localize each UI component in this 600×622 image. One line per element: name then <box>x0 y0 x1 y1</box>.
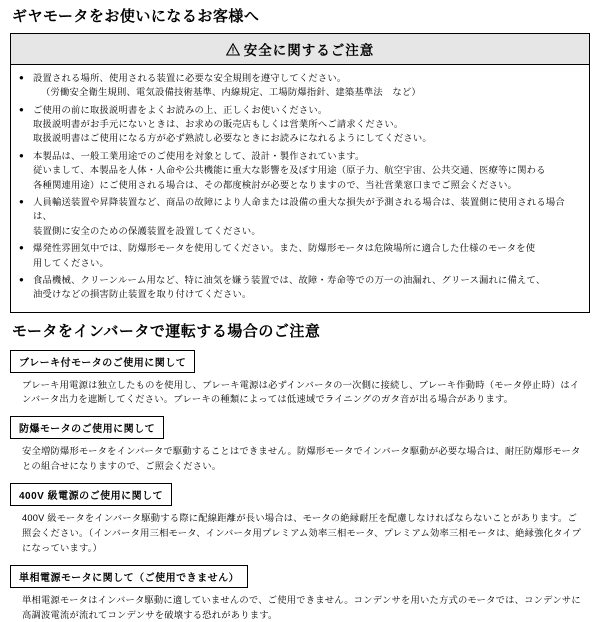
safety-item-subline: （労働安全衛生規則、電気設備技術基準、内線規定、工場防爆指針、建築基準法 など） <box>41 87 421 98</box>
page-title-customer-notice: ギヤモータをお使いになるお客様へ <box>12 8 260 25</box>
safety-notice-header-label: 安全に関するご注意 <box>243 42 375 58</box>
note-body <box>10 511 590 556</box>
safety-item-line: ● 本製品は、一般工業用途でのご使用を対象として、設計・製作されています。 <box>33 150 365 161</box>
page-title-inverter-notice: モータをインバータで運転する場合のご注意 <box>12 322 321 340</box>
safety-item-line: 取扱説明書はご使用になる方が必ず熟読し必要なときにお読みになれるようにしてください。 <box>33 133 432 144</box>
safety-item-line: 油受けなどの損害防止装置を取り付けてください。 <box>33 289 252 300</box>
note-body <box>10 444 590 474</box>
safety-item-line: 装置側に安全のための保護装置を設置してください。 <box>33 225 261 236</box>
list-item <box>19 149 581 192</box>
note-body-text: 400V 級モータをインバータ駆動する際に配線距離が長い場合は、モータの絶縁耐圧を配慮しなければならないことがあります。ご照会ください。（インバータ用三相モータ、インバータ用プレミアム効率三相モータ、プレミアム効率三相モータは、絶縁強化タイプになっています。） <box>22 513 582 553</box>
note-block-brake-motor <box>10 350 590 408</box>
safety-item-line: ● 食品機械、クリーンルーム用など、特に油気を嫌う装置では、故障・寿命等での万一の油漏れ、グリース漏れに備えて、 <box>33 275 546 286</box>
list-item <box>19 195 581 238</box>
note-block-400v-supply <box>10 483 590 556</box>
safety-item-line: ● ご使用の前に取扱説明書をよくお読みの上、正しくお使いください。 <box>33 104 328 115</box>
list-item <box>19 273 581 302</box>
list-item <box>19 103 581 146</box>
note-body-text: ブレーキ用電源は独立したものを使用し、ブレーキ電源は必ずインバータの一次側に接続し、ブレーキ作動時（モータ停止時）はインバータ出力を遮断してください。ブレーキの種類によっては低速域でライニングのガタ音が出る場合があります。 <box>22 379 580 405</box>
safety-item-line: 用してください。 <box>33 257 109 268</box>
warning-triangle-icon <box>226 43 240 59</box>
safety-notice-header <box>11 34 589 65</box>
note-body-text: 単相電源モータはインバータ駆動に適していませんので、ご使用できません。コンデンサを用いた方式のモータでは、コンデンサに高調波電流が流れてコンデンサを破壊する恐れがあります。 <box>22 594 581 620</box>
note-body-text: 安全増防爆形モータをインバータで駆動することはできません。防爆形モータでインバータ駆動が必要な場合は、耐圧防爆形モータとの組合せになりますので、ご照会ください。 <box>22 446 581 472</box>
safety-item-line: ● 爆発性雰囲気中では、防爆形モータを使用してください。また、防爆形モータは危険場所に適合した仕様のモータを使 <box>33 243 536 254</box>
list-item <box>19 241 581 270</box>
note-body <box>10 593 590 622</box>
note-title: 400V 級電源のご使用に関して <box>10 483 172 506</box>
note-title: ブレーキ付モータのご使用に関して <box>10 350 195 373</box>
note-block-single-phase-motor <box>10 565 590 622</box>
safety-items-list <box>19 71 581 302</box>
safety-item-line: 従いまして、本製品を人体・人命や公共機能に重大な影響を及ぼす用途（原子力、航空宇宙、公共交通、医療等に関わる <box>33 165 546 176</box>
list-item <box>19 71 581 100</box>
note-title: 防爆モータのご使用に関して <box>10 416 164 439</box>
note-body <box>10 378 590 408</box>
note-title: 単相電源モータに関して（ご使用できません） <box>10 565 248 588</box>
safety-notice-box <box>10 33 590 313</box>
safety-item-line: 各種関連用途）にご使用される場合は、その都度検討が必要となりますので、当社営業窓口までご照会ください。 <box>33 179 518 190</box>
safety-item-line: ● 設置される場所、使用される装置に必要な安全規則を遵守してください。 <box>33 72 347 83</box>
note-block-explosion-proof-motor <box>10 416 590 474</box>
safety-notice-body <box>11 65 589 312</box>
safety-item-line: ● 人員輸送装置や昇降装置など、商品の故障により人命または設備の重大な損失が予測される場合は、装置側に使用される場合は、 <box>33 197 565 222</box>
safety-item-line: 取扱説明書がお手元にないときは、お求めの販売店もしくは営業所へご請求ください。 <box>33 118 404 129</box>
